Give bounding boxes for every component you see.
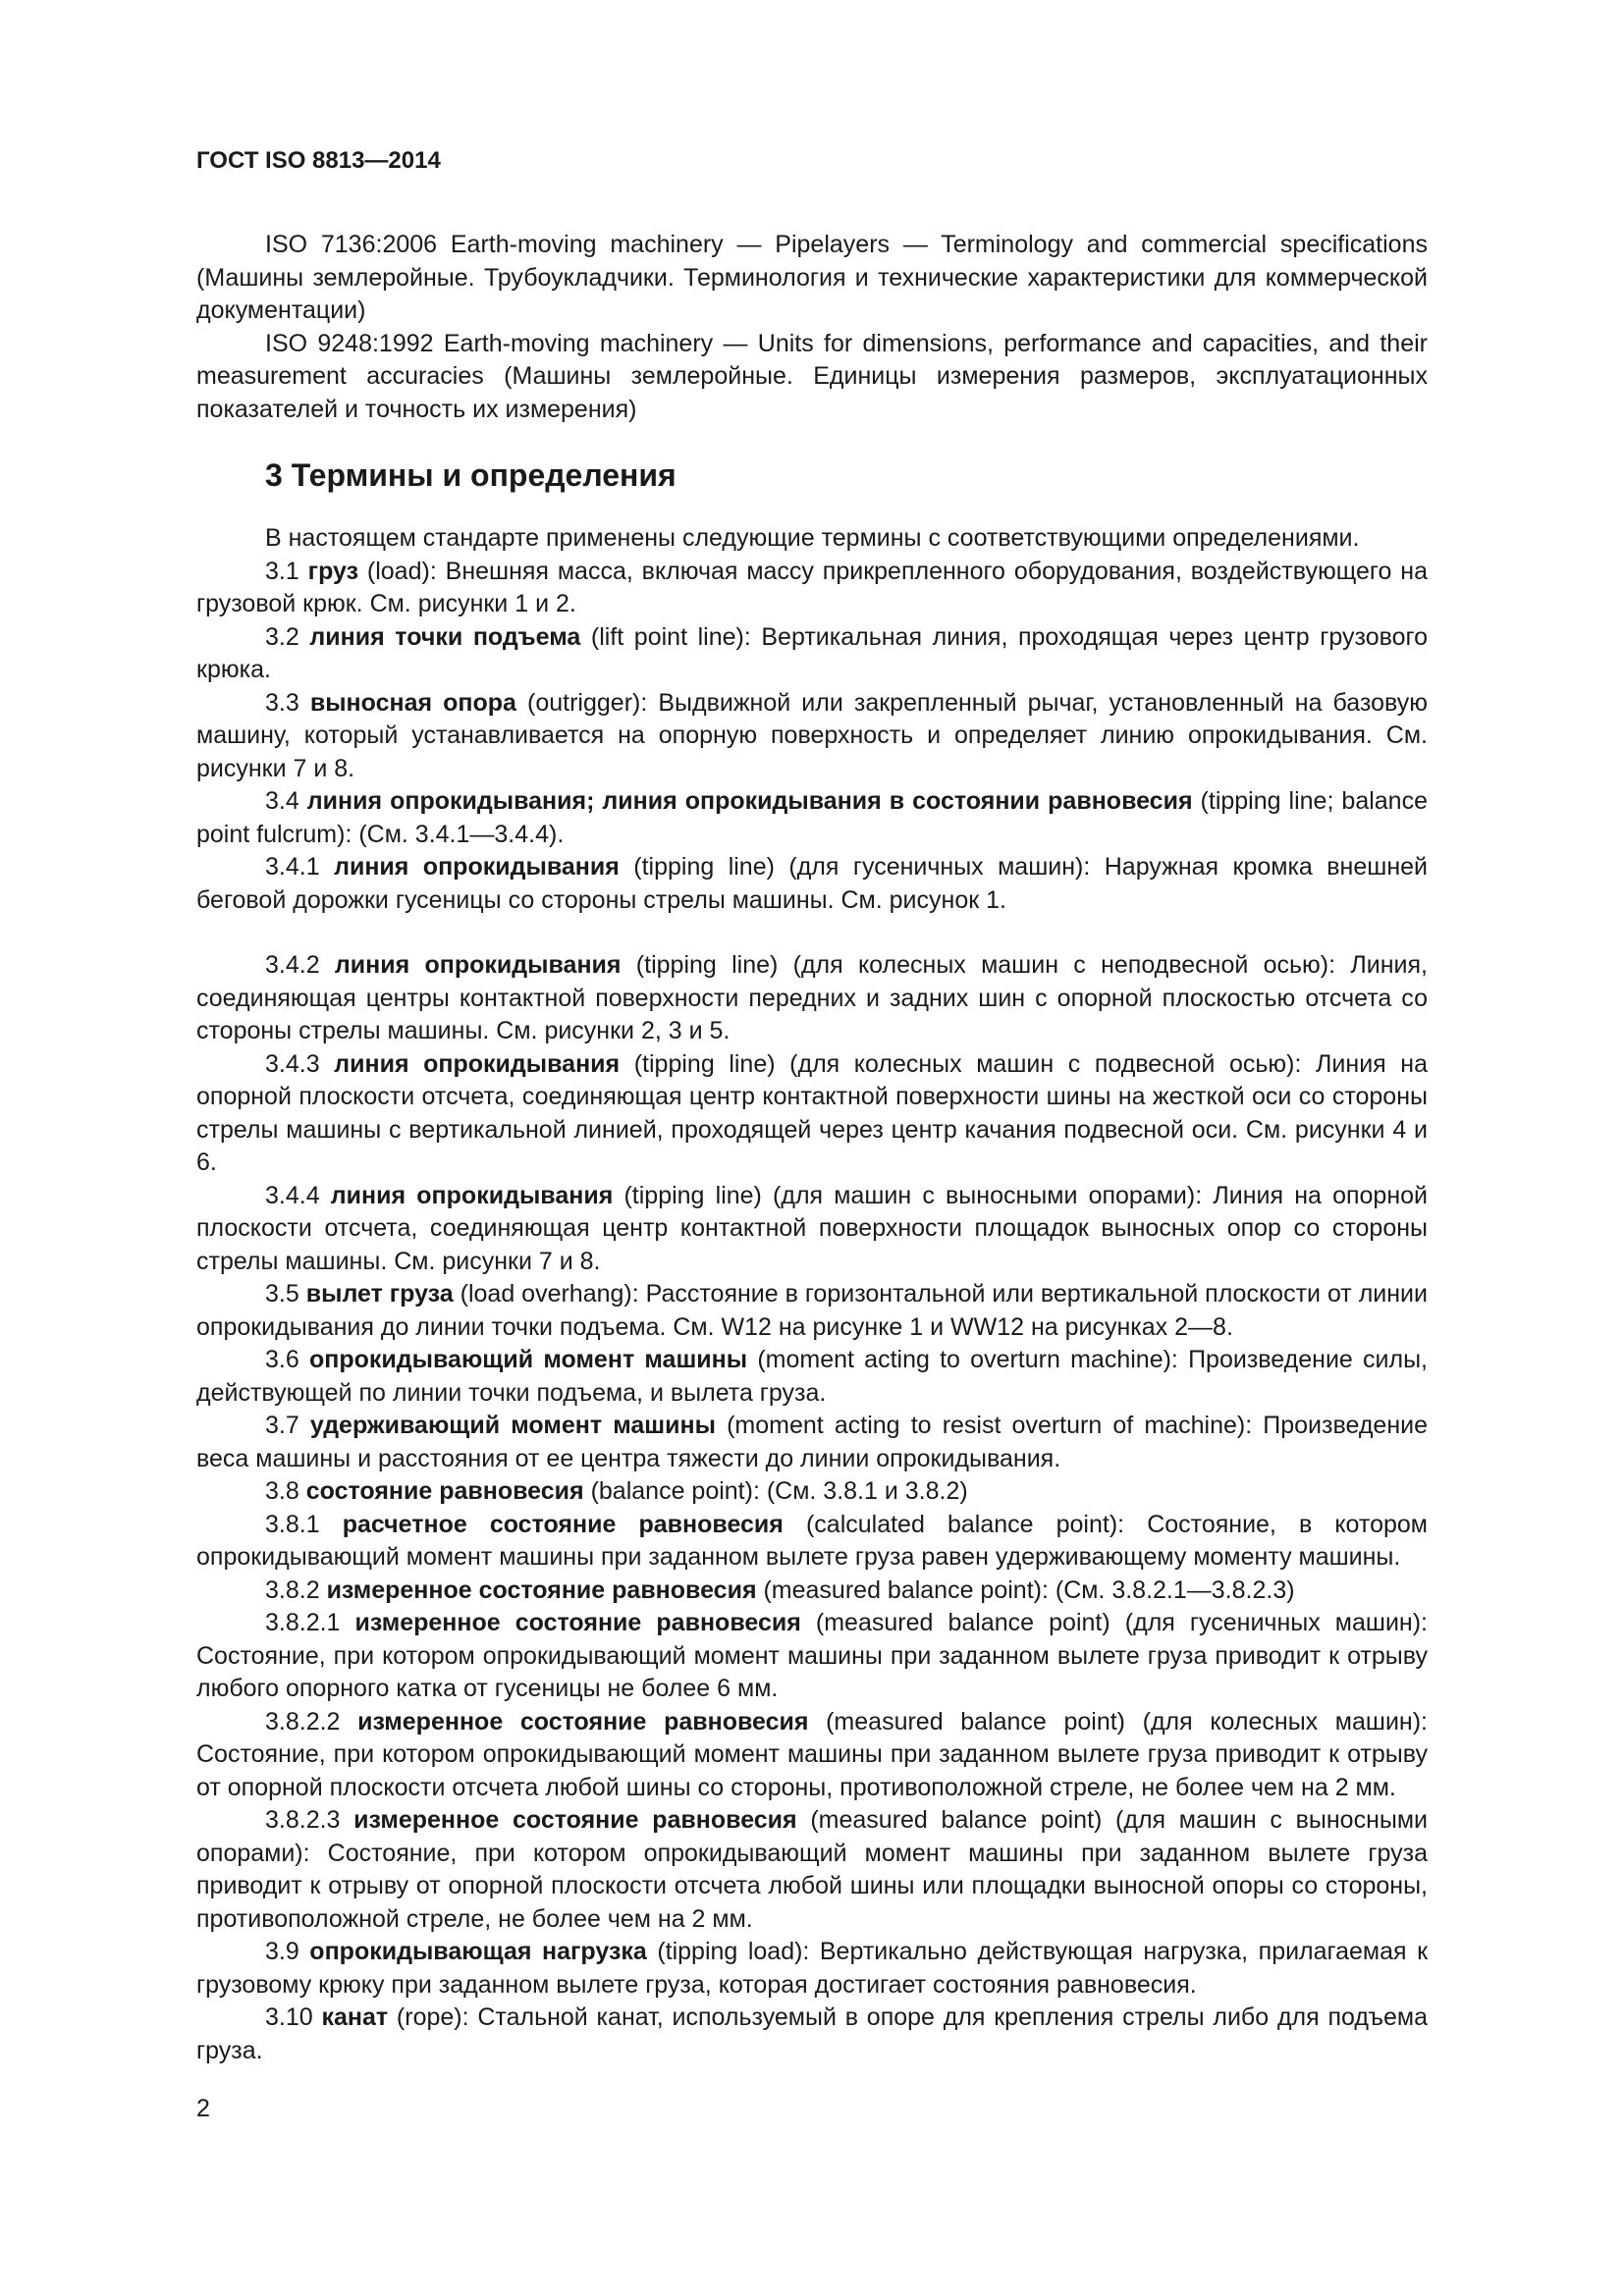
term-3-10	[196, 2002, 1428, 2067]
term-definition: (tipping line) (для машин с выносными опорами): Линия на опорной плоскости отсчета, соединяющая центр контактной поверхности площадок выносных опор со стороны стрелы машины. См. рисунки 7 и 8.	[196, 1181, 1429, 1275]
term-number: 3.2	[265, 622, 299, 651]
term-definition: (load): Внешняя масса, включая массу прикрепленного оборудования, воздействующего на грузовой крюк. См. рисунки 1 и 2.	[196, 557, 1428, 617]
term-number: 3.9	[265, 1938, 299, 1965]
term-3-2	[196, 621, 1428, 687]
term-name: измеренное состояние равновесия	[354, 1609, 801, 1636]
term-number: 3.3	[265, 688, 299, 717]
term-number: 3.4.3	[265, 1049, 320, 1078]
term-definition: (moment acting to resist overturn of machine): Произведение веса машины и расстояния от ее центра тяжести до линии опрокидывания.	[196, 1412, 1428, 1472]
reference-iso-7136: ISO 7136:2006 Earth-moving machinery — Pipelayers — Terminology and commercial specifications (Машины землеройные. Трубоукладчики. Терминология и технические характеристики для коммерческой документации)	[196, 231, 1428, 324]
term-name: выносная опора	[309, 688, 516, 717]
term-definition: (measured balance point) (для машин с выносными опорами): Состояние, при котором опрокидывающий момент машины при заданном вылете груза приводит к отрыву от опорной плоскости отсчета любой шины или площадки выносной опоры со стороны, противоположной стреле, не более чем на 2 мм.	[196, 1806, 1428, 1933]
term-name: измеренное состояние равновесия	[353, 1806, 797, 1834]
term-number: 3.8.2	[265, 1575, 320, 1604]
term-definition: (tipping line) (для колесных машин с неподвесной осью): Линия, соединяющая центры контактной поверхности передних и задних шин с опорной плоскостью отсчета со стороны стрелы машины. См. рисунки 2, 3 и 5.	[196, 951, 1428, 1044]
page-number: 2	[196, 2095, 210, 2122]
term-3-4-3	[196, 1048, 1428, 1180]
term-3-3	[196, 687, 1428, 786]
term-number: 3.8.2.3	[265, 1806, 341, 1834]
term-definition: (moment acting to overturn machine): Произведение силы, действующей по линии точки подъема, и вылета груза.	[196, 1346, 1428, 1407]
term-number: 3.8.2.1	[265, 1609, 341, 1636]
term-definition: (tipping line) (для гусеничных машин): Наружная кромка внешней беговой дорожки гусеницы со стороны стрелы машины. См. рисунок 1.	[196, 853, 1428, 914]
section-intro: В настоящем стандарте применены следующие термины с соответствующими определениями.	[265, 524, 1360, 552]
reference-iso-9248: ISO 9248:1992 Earth-moving machinery — Units for dimensions, performance and capacities, and their measurement accuracies (Машины землеройные. Единицы измерения размеров, эксплуатационных показателей и точность их измерения)	[196, 329, 1428, 423]
term-definition: (tipping line) (для колесных машин с подвесной осью): Линия на опорной плоскости отсчета, соединяющая центр контактной поверхности шины на жесткой оси со стороны стрелы машины с вертикальной линией, проходящей через центр качания подвесной оси. См. рисунки 4 и 6.	[196, 1049, 1429, 1176]
term-3-8	[196, 1475, 1428, 1509]
term-definition: (measured balance point) (для колесных машин): Состояние, при котором опрокидывающий момент машины при заданном вылете груза приводит к отрыву от опорной плоскости отсчета любой шины со стороны, противоположной стреле, не более чем на 2 мм.	[196, 1707, 1428, 1801]
term-3-8-1	[196, 1509, 1428, 1575]
term-number: 3.5	[265, 1280, 299, 1308]
term-number: 3.4	[265, 787, 299, 815]
term-name: состояние равновесия	[305, 1477, 584, 1505]
term-name: вылет груза	[305, 1280, 454, 1308]
document-id-header: ГОСТ ISO 8813—2014	[196, 147, 441, 174]
term-definition: (tipping line; balance point fulcrum): (См. 3.4.1—3.4.4).	[196, 787, 1428, 848]
term-name: опрокидывающий момент машины	[308, 1346, 748, 1373]
term-name: линия опрокидывания	[330, 1181, 614, 1209]
term-3-8-2-2	[196, 1706, 1428, 1805]
term-name: канат	[321, 2003, 389, 2031]
term-number: 3.4.2	[265, 951, 320, 979]
term-name: опрокидывающая нагрузка	[309, 1938, 647, 1965]
term-number: 3.4.4	[265, 1181, 320, 1209]
term-3-8-2-1	[196, 1607, 1428, 1706]
term-3-1	[196, 556, 1428, 621]
term-number: 3.8	[265, 1477, 299, 1505]
term-3-4-4	[196, 1180, 1428, 1279]
term-name: расчетное состояние равновесия	[342, 1510, 784, 1538]
term-number: 3.8.1	[265, 1510, 320, 1538]
term-definition: (rope): Стальной канат, используемый в опоре для крепления стрелы либо для подъема груза.	[196, 2003, 1428, 2064]
paragraph-gap	[196, 917, 1428, 949]
term-definition: (measured balance point): (См. 3.8.2.1—3.8.2.3)	[756, 1575, 1295, 1604]
term-number: 3.7	[265, 1412, 299, 1439]
term-name: удерживающий момент машины	[309, 1412, 716, 1439]
term-name: груз	[307, 557, 359, 585]
term-3-7	[196, 1410, 1428, 1475]
term-3-8-2	[196, 1575, 1428, 1608]
term-3-4-2	[196, 949, 1428, 1048]
term-3-5	[196, 1278, 1428, 1344]
term-name: линия опрокидывания	[334, 853, 620, 881]
term-3-4-1	[196, 851, 1428, 917]
term-name: линия опрокидывания	[334, 1049, 621, 1078]
term-3-8-2-3	[196, 1804, 1428, 1936]
term-3-4	[196, 785, 1428, 851]
section-title: 3 Термины и определения	[265, 457, 677, 493]
term-definition: (balance point): (См. 3.8.1 и 3.8.2)	[583, 1477, 968, 1505]
term-name: линия опрокидывания; линия опрокидывания в состоянии равновесия	[306, 787, 1193, 815]
term-3-9	[196, 1936, 1428, 2002]
term-number: 3.4.1	[265, 853, 320, 881]
term-definition: (lift point line): Вертикальная линия, проходящая через центр грузового крюка.	[196, 622, 1428, 683]
term-number: 3.1	[265, 557, 299, 585]
term-name: измеренное состояние равновесия	[357, 1707, 809, 1735]
term-definition: (tipping load): Вертикально действующая нагрузка, прилагаемая к грузовому крюку при заданном вылете груза, которая достигает состояния равновесия.	[196, 1938, 1429, 1999]
term-number: 3.6	[265, 1346, 299, 1373]
term-number: 3.10	[265, 2003, 313, 2031]
term-definition: (measured balance point) (для гусеничных машин): Состояние, при котором опрокидывающий момент машины при заданном вылете груза приводит к отрыву любого опорного катка от гусеницы не более 6 мм.	[196, 1609, 1428, 1702]
term-definition: (outrigger): Выдвижной или закрепленный рычаг, установленный на базовую машину, который устанавливается на опорную поверхность и определяет линию опрокидывания. См. рисунки 7 и 8.	[196, 688, 1428, 782]
term-name: линия опрокидывания	[334, 951, 622, 979]
term-name: линия точки подъема	[309, 622, 581, 651]
term-definition: (load overhang): Расстояние в горизонтальной или вертикальной плоскости от линии опрокидывания до линии точки подъема. См. W12 на рисунке 1 и WW12 на рисунках 2—8.	[196, 1280, 1428, 1341]
term-definition: (calculated balance point): Состояние, в котором опрокидывающий момент машины при заданном вылете груза равен удерживающему моменту машины.	[196, 1510, 1428, 1571]
term-number: 3.8.2.2	[265, 1707, 341, 1735]
term-name: измеренное состояние равновесия	[326, 1575, 757, 1604]
term-3-6	[196, 1344, 1428, 1410]
